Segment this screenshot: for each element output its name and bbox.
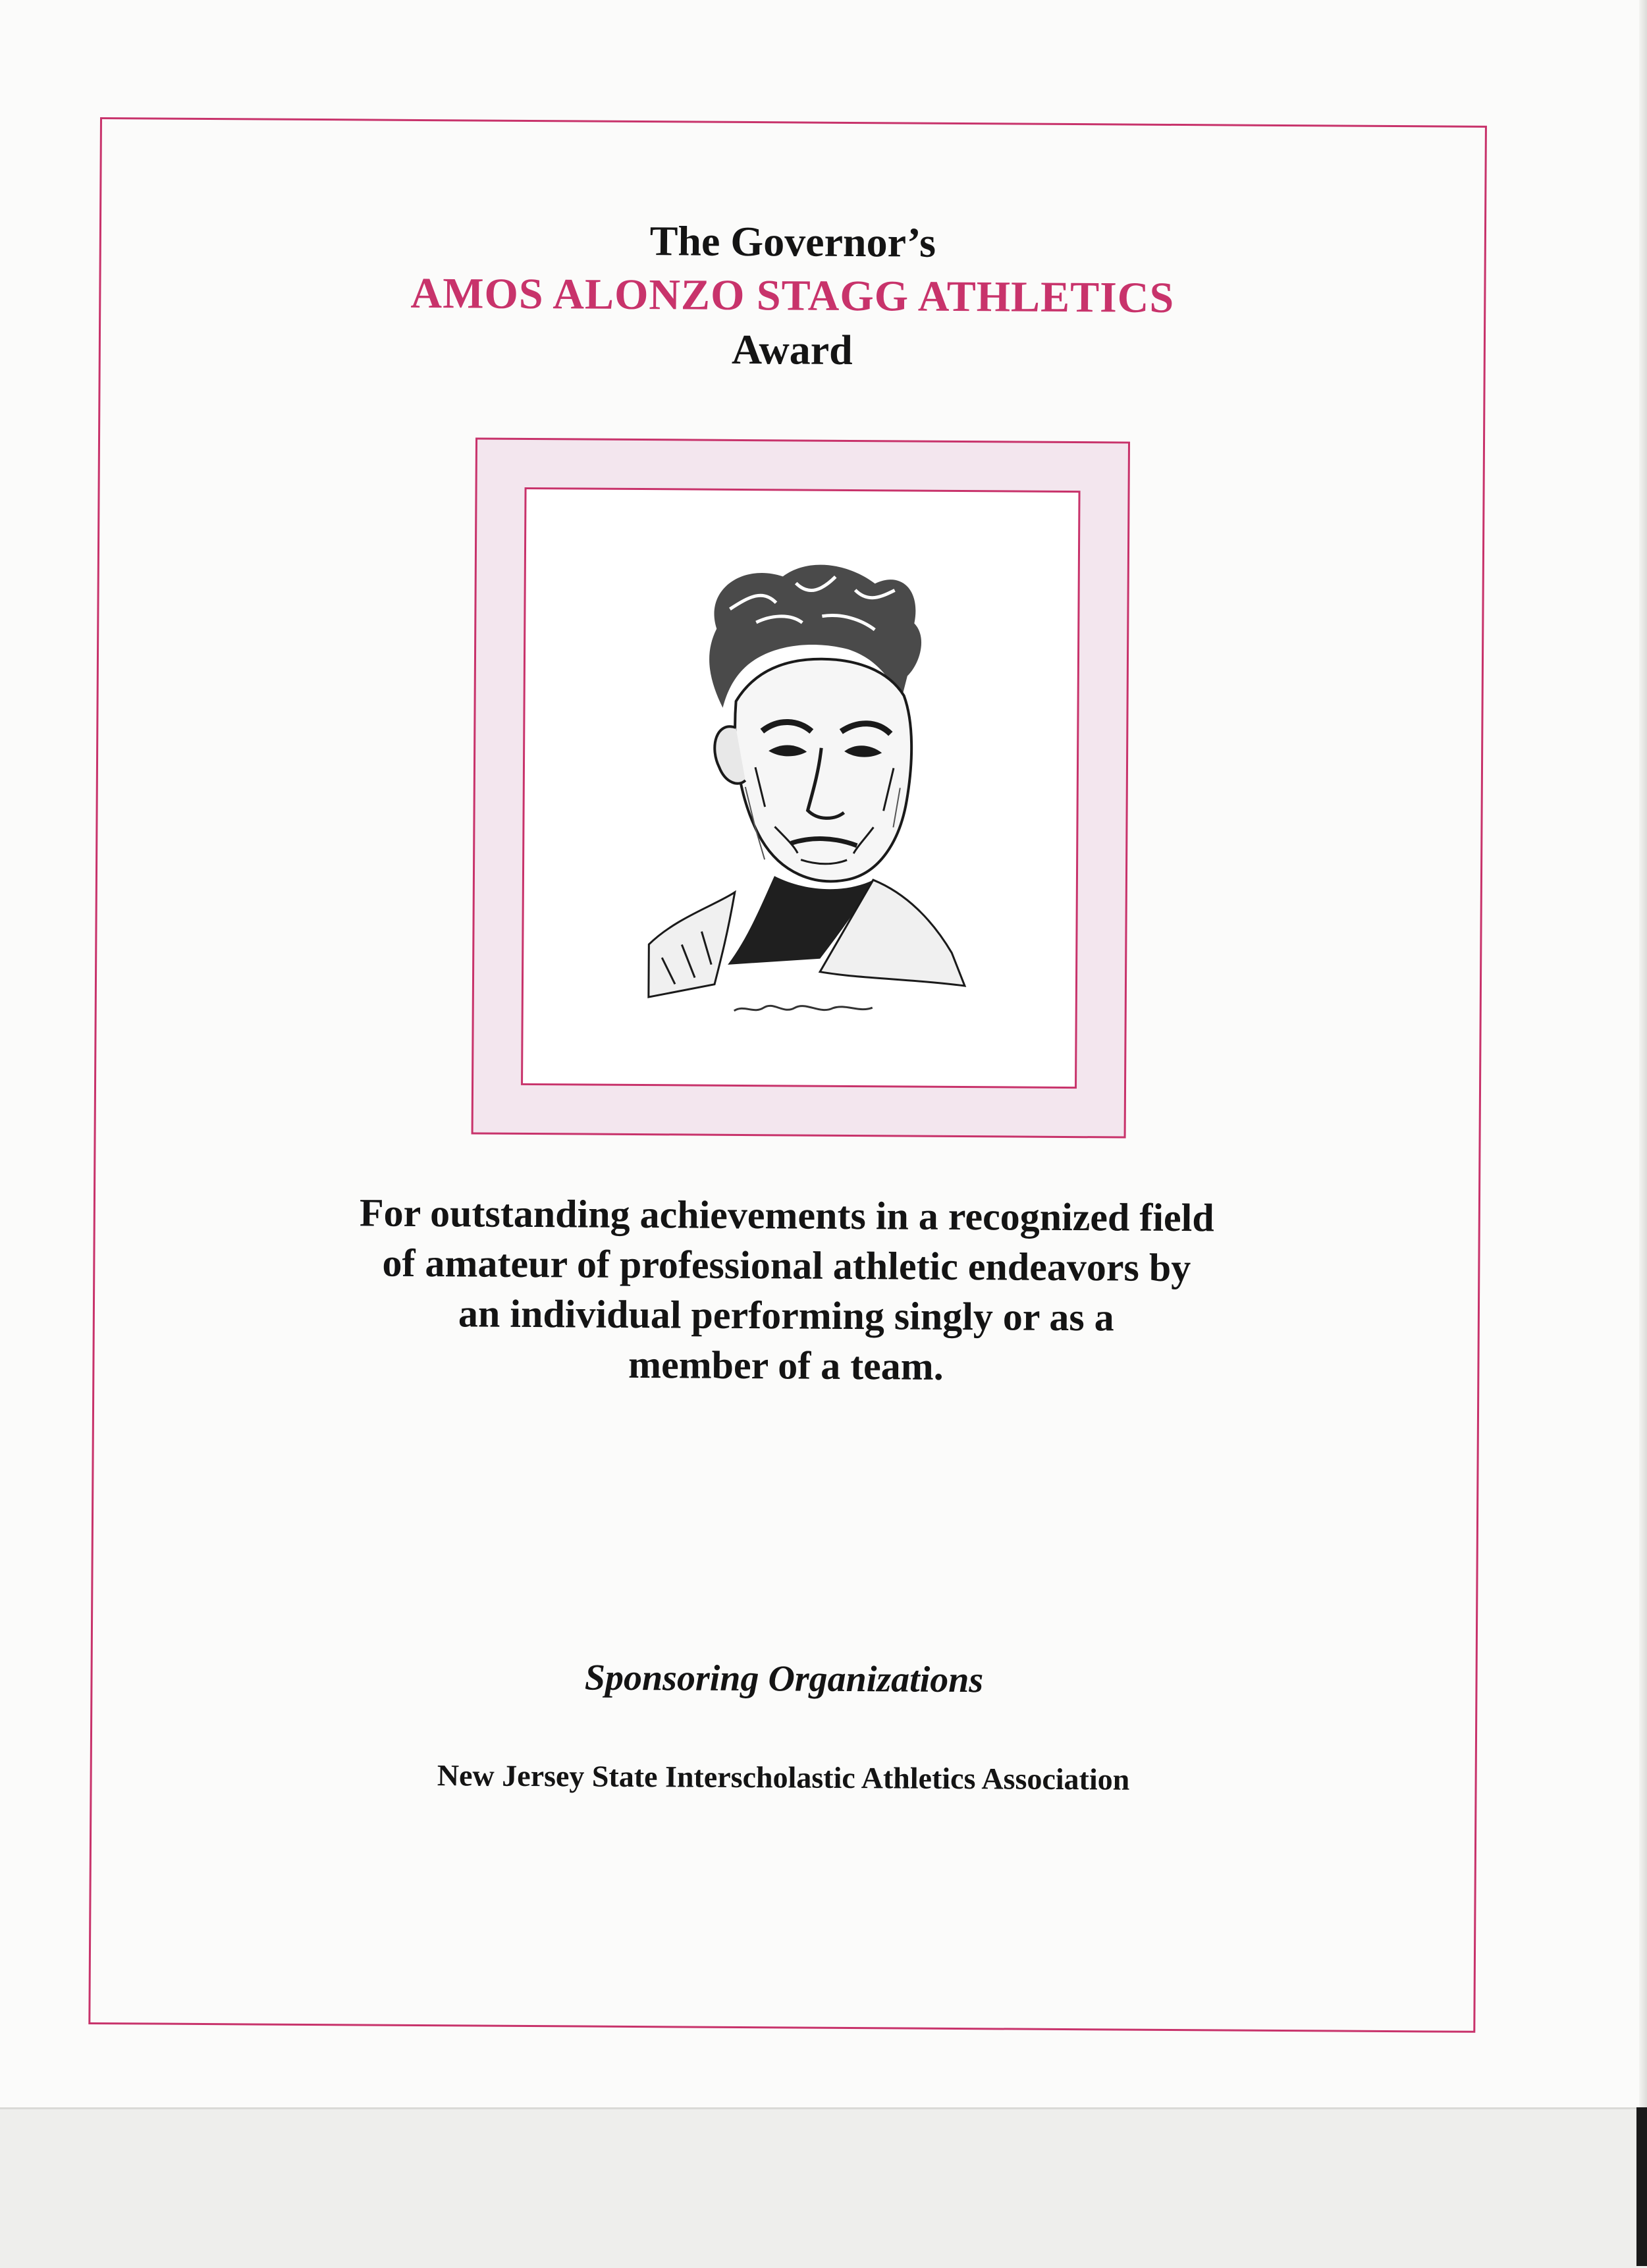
page-border-frame (88, 117, 1487, 2033)
description-line: an individual performing singly or as a (458, 1291, 1114, 1339)
scan-background-bottom (0, 2107, 1647, 2268)
portrait-frame (521, 487, 1081, 1089)
sponsor-organization: New Jersey State Interscholastic Athletics Association (437, 1758, 1130, 1796)
description-line: For outstanding achievements in a recognized field (359, 1191, 1214, 1240)
award-title (101, 211, 1484, 381)
title-award-word: Award (731, 325, 853, 373)
title-award-name: AMOS ALONZO STAGG ATHLETICS (410, 269, 1175, 322)
sponsors-heading: Sponsoring Organizations (584, 1657, 984, 1701)
award-description (94, 1186, 1478, 1395)
title-governors: The Governor’s (649, 217, 936, 266)
description-line: member of a team. (628, 1342, 944, 1388)
description-line: of amateur of professional athletic endeavors by (382, 1241, 1191, 1290)
portrait-sketch-image (622, 549, 994, 1025)
scan-dark-corner (1636, 2107, 1647, 2266)
scan-page-edge (1639, 0, 1647, 2266)
portrait-mat (472, 437, 1130, 1138)
